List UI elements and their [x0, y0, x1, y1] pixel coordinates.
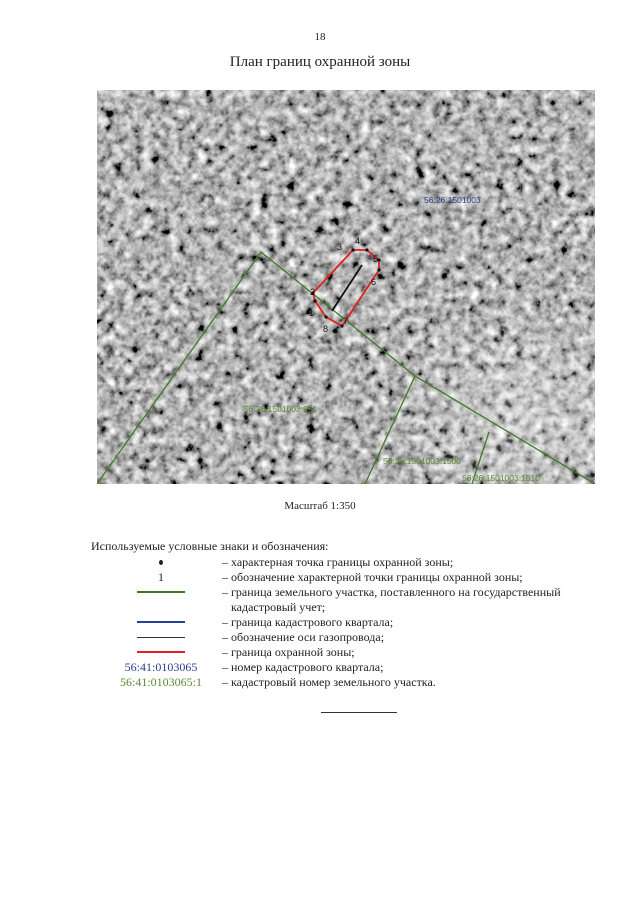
point-dot-icon	[159, 560, 163, 565]
blue-line-icon	[137, 621, 185, 623]
legend-heading: Используемые условные знаки и обозначения:	[91, 539, 329, 553]
legend-item-point	[91, 554, 601, 570]
legend-item-pipeline-axis	[91, 629, 601, 645]
legend-desc: – номер кадастрового квартала;	[222, 660, 384, 674]
legend-desc: – кадастровый номер земельного участка.	[222, 675, 436, 689]
point-marker	[313, 299, 316, 302]
legend-desc: – обозначение характерной точки границы охранной зоны;	[222, 570, 523, 584]
legend-symbol-text: 56:41:0103065:1	[119, 674, 202, 689]
legend-symbol-text: 56:41:0103065	[124, 659, 198, 674]
page-title: План границ охранной зоны	[229, 54, 411, 70]
legend-item-parcel-boundary	[91, 584, 601, 600]
map-scale: Масштаб 1:350	[284, 500, 356, 512]
point-label: 4	[355, 236, 361, 246]
point-marker	[351, 248, 354, 251]
satellite-map	[97, 90, 595, 484]
page-number: 18	[314, 31, 326, 43]
parcel-number-label: 56:26:1501003:1500	[383, 456, 461, 466]
point-label: 3	[337, 242, 343, 252]
legend-item-parcel-boundary-cont	[91, 599, 601, 615]
map-svg	[97, 90, 595, 484]
point-label: 1	[309, 308, 315, 318]
parcel-number-label: 56:26:1501003:1510	[462, 473, 540, 483]
legend-desc: – граница земельного участка, поставленного на государственный	[222, 585, 561, 599]
legend-desc: – характерная точка границы охранной зоны;	[222, 555, 454, 569]
green-line-icon	[137, 591, 185, 593]
quarter-number-label: 56:26:1501003	[424, 195, 481, 205]
red-line-icon	[137, 651, 185, 653]
legend-item-point-label	[91, 569, 601, 585]
legend-item-quarter-boundary	[91, 614, 601, 630]
legend-desc: кадастровый учет;	[231, 600, 326, 614]
point-marker	[365, 248, 368, 251]
legend-item-zone-boundary	[91, 644, 601, 660]
parcel-number-label: 56:26:1501003:951	[244, 404, 318, 414]
legend-desc: – граница охранной зоны;	[222, 645, 355, 659]
legend-desc: – обозначение оси газопровода;	[222, 630, 385, 644]
point-label: 8	[323, 324, 329, 334]
axis-line-icon	[137, 637, 185, 638]
point-label: 5	[373, 254, 379, 264]
legend-desc: – граница кадастрового квартала;	[222, 615, 394, 629]
point-label: 7	[343, 316, 349, 326]
legend-item-quarter-number	[91, 659, 601, 675]
legend-symbol-text: 1	[158, 569, 164, 584]
point-label: 6	[371, 277, 377, 287]
legend-item-parcel-number	[91, 674, 601, 690]
point-label: 2	[310, 287, 316, 297]
point-marker	[377, 268, 380, 271]
point-marker	[324, 315, 327, 318]
imagery-light-area	[97, 90, 595, 484]
closing-rule	[321, 712, 397, 713]
